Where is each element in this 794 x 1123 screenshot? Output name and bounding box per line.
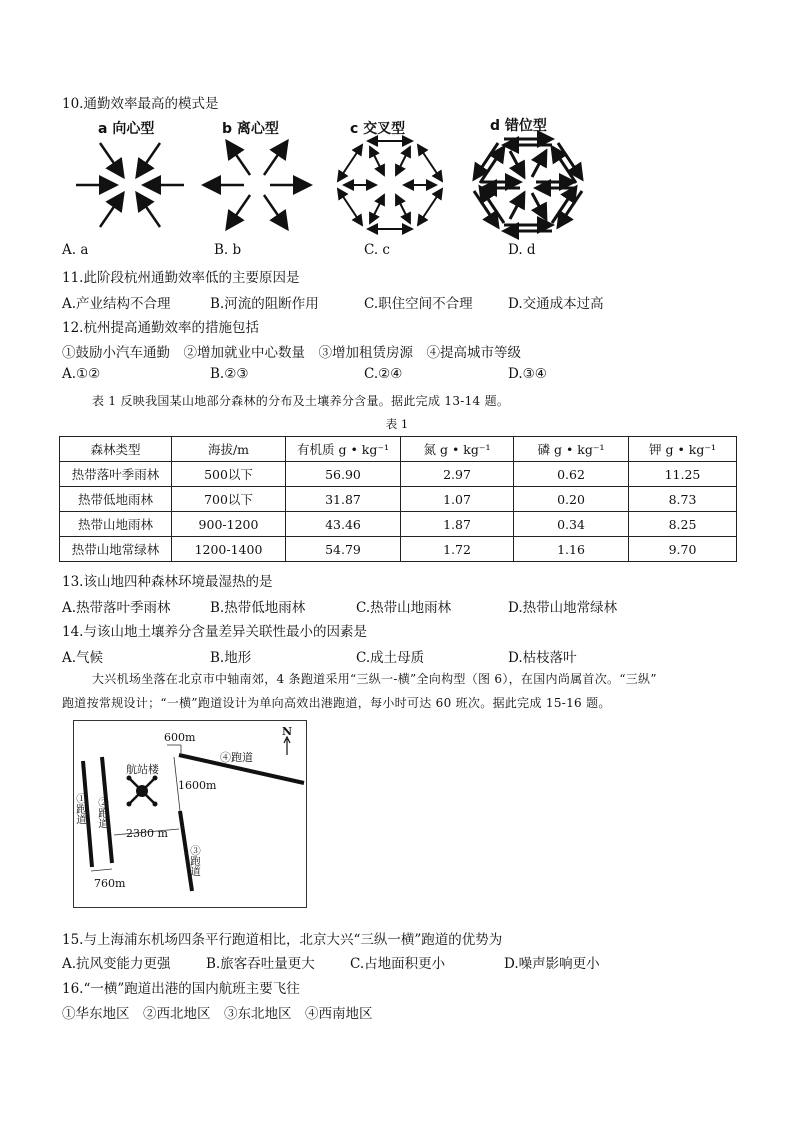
table-caption: 表 1 [385, 417, 409, 431]
cell: 1.72 [401, 537, 514, 562]
q13-option-a[interactable]: A.热带落叶季雨林 [62, 600, 171, 616]
q12-option-a[interactable]: A.①② [62, 366, 101, 382]
cell: 0.34 [514, 512, 629, 537]
cell: 1.87 [401, 512, 514, 537]
runway-2-label: ②跑道 [97, 797, 109, 829]
diagram-c-label: c 交叉型 [350, 121, 406, 137]
table-row [60, 512, 737, 537]
centrifugal-diagram [202, 135, 312, 235]
runway-3-label: ③跑道 [189, 845, 201, 877]
q10-stem: 10.通勤效率最高的模式是 [62, 96, 219, 112]
cell: 热带山地雨林 [60, 512, 172, 537]
q13-option-d[interactable]: D.热带山地常绿林 [508, 600, 618, 616]
table-row [60, 462, 737, 487]
soil-nutrient-table [59, 436, 737, 562]
q15-option-b[interactable]: B.旅客吞吐量更大 [206, 956, 315, 972]
q13-stem: 13.该山地四种森林环境最湿热的是 [62, 574, 273, 590]
q13-option-b[interactable]: B.热带低地雨林 [210, 600, 306, 616]
q10-option-c[interactable]: C. c [364, 242, 390, 258]
cell: 0.62 [514, 462, 629, 487]
cell: 1200-1400 [172, 537, 286, 562]
header-phosphorus: 磷 g • kg⁻¹ [514, 437, 629, 462]
distance-1600m: 1600m [178, 779, 217, 792]
terminal-icon [127, 776, 158, 807]
diagram-a-label: a 向心型 [98, 121, 155, 137]
q14-option-a[interactable]: A.气候 [62, 650, 104, 666]
q10-option-b[interactable]: B. b [214, 242, 242, 258]
airport-intro-line-1: 大兴机场坐落在北京市中轴南郊，4 条跑道采用“三纵一-横”全向构型（图 6），在国内尚属首次。“三纵” [92, 672, 657, 686]
q15-option-d[interactable]: D.噪声影响更小 [504, 956, 600, 972]
q12-stem: 12.杭州提高通勤效率的措施包括 [62, 320, 259, 336]
cell: 31.87 [286, 487, 401, 512]
q14-option-b[interactable]: B.地形 [210, 650, 252, 666]
cell: 1.16 [514, 537, 629, 562]
cell: 8.73 [629, 487, 737, 512]
q12-option-b[interactable]: B.②③ [210, 366, 249, 382]
cell: 8.25 [629, 512, 737, 537]
q13-option-c[interactable]: C.热带山地雨林 [356, 600, 452, 616]
diagram-d-label: d 错位型 [490, 118, 547, 134]
cell: 700以下 [172, 487, 286, 512]
q14-option-d[interactable]: D.枯枝落叶 [508, 650, 577, 666]
cell: 1.07 [401, 487, 514, 512]
distance-600m: 600m [164, 731, 196, 744]
staggered-diagram [468, 135, 588, 235]
q11-option-b[interactable]: B.河流的阻断作用 [210, 296, 319, 312]
q11-option-a[interactable]: A.产业结构不合理 [62, 296, 171, 312]
runway-1-label: ①跑道 [75, 793, 87, 825]
cell: 热带落叶季雨林 [60, 462, 172, 487]
q10-option-a[interactable]: A. a [62, 242, 89, 258]
q15-option-a[interactable]: A.抗风变能力更强 [62, 956, 171, 972]
header-organic-matter: 有机质 g • kg⁻¹ [286, 437, 401, 462]
q14-option-c[interactable]: C.成土母质 [356, 650, 425, 666]
header-nitrogen: 氮 g • kg⁻¹ [401, 437, 514, 462]
q12-option-c[interactable]: C.②④ [364, 366, 403, 382]
cell: 9.70 [629, 537, 737, 562]
q10-option-d[interactable]: D. d [508, 242, 536, 258]
cell: 0.20 [514, 487, 629, 512]
table-row [60, 537, 737, 562]
centripetal-diagram [70, 135, 190, 235]
cell: 2.97 [401, 462, 514, 487]
airport-intro-line-2: 跑道按常规设计；“一横”跑道设计为单向高效出港跑道，每小时可达 60 班次。据此完成 15-16 题。 [62, 696, 611, 710]
cell: 43.46 [286, 512, 401, 537]
table-row [60, 487, 737, 512]
cell: 56.90 [286, 462, 401, 487]
table-header-row [60, 437, 737, 462]
q14-stem: 14.与该山地土壤养分含量差异关联性最小的因素是 [62, 624, 367, 640]
cell: 11.25 [629, 462, 737, 487]
terminal-label: 航站楼 [126, 763, 159, 776]
header-potassium: 钾 g • kg⁻¹ [629, 437, 737, 462]
q15-option-c[interactable]: C.占地面积更小 [350, 956, 446, 972]
table-intro: 表 1 反映我国某山地部分森林的分布及土壤养分含量。据此完成 13-14 题。 [92, 394, 510, 408]
cell: 热带山地常绿林 [60, 537, 172, 562]
q16-items: ①华东地区 ②西北地区 ③东北地区 ④西南地区 [62, 1006, 373, 1022]
cell: 热带低地雨林 [60, 487, 172, 512]
q11-option-d[interactable]: D.交通成本过高 [508, 296, 604, 312]
q16-stem: 16.“一横”跑道出港的国内航班主要飞往 [62, 981, 300, 997]
cell: 500以下 [172, 462, 286, 487]
north-label: N [282, 725, 293, 738]
q11-stem: 11.此阶段杭州通勤效率低的主要原因是 [62, 270, 300, 286]
q15-stem: 15.与上海浦东机场四条平行跑道相比，北京大兴“三纵一横”跑道的优势为 [62, 932, 503, 948]
distance-2380m: 2380 m [126, 827, 168, 840]
q12-items: ①鼓励小汽车通勤 ②增加就业中心数量 ③增加租赁房源 ④提高城市等级 [62, 345, 521, 361]
cell: 54.79 [286, 537, 401, 562]
header-forest-type: 森林类型 [60, 437, 172, 462]
cell: 900-1200 [172, 512, 286, 537]
cross-diagram [330, 135, 450, 235]
airport-runway-figure [73, 720, 307, 908]
q11-option-c[interactable]: C.职住空间不合理 [364, 296, 473, 312]
runway-4-label: ④跑道 [220, 751, 253, 764]
diagram-b-label: b 离心型 [222, 121, 279, 137]
distance-760m: 760m [94, 877, 126, 890]
q12-option-d[interactable]: D.③④ [508, 366, 547, 382]
header-altitude: 海拔/m [172, 437, 286, 462]
